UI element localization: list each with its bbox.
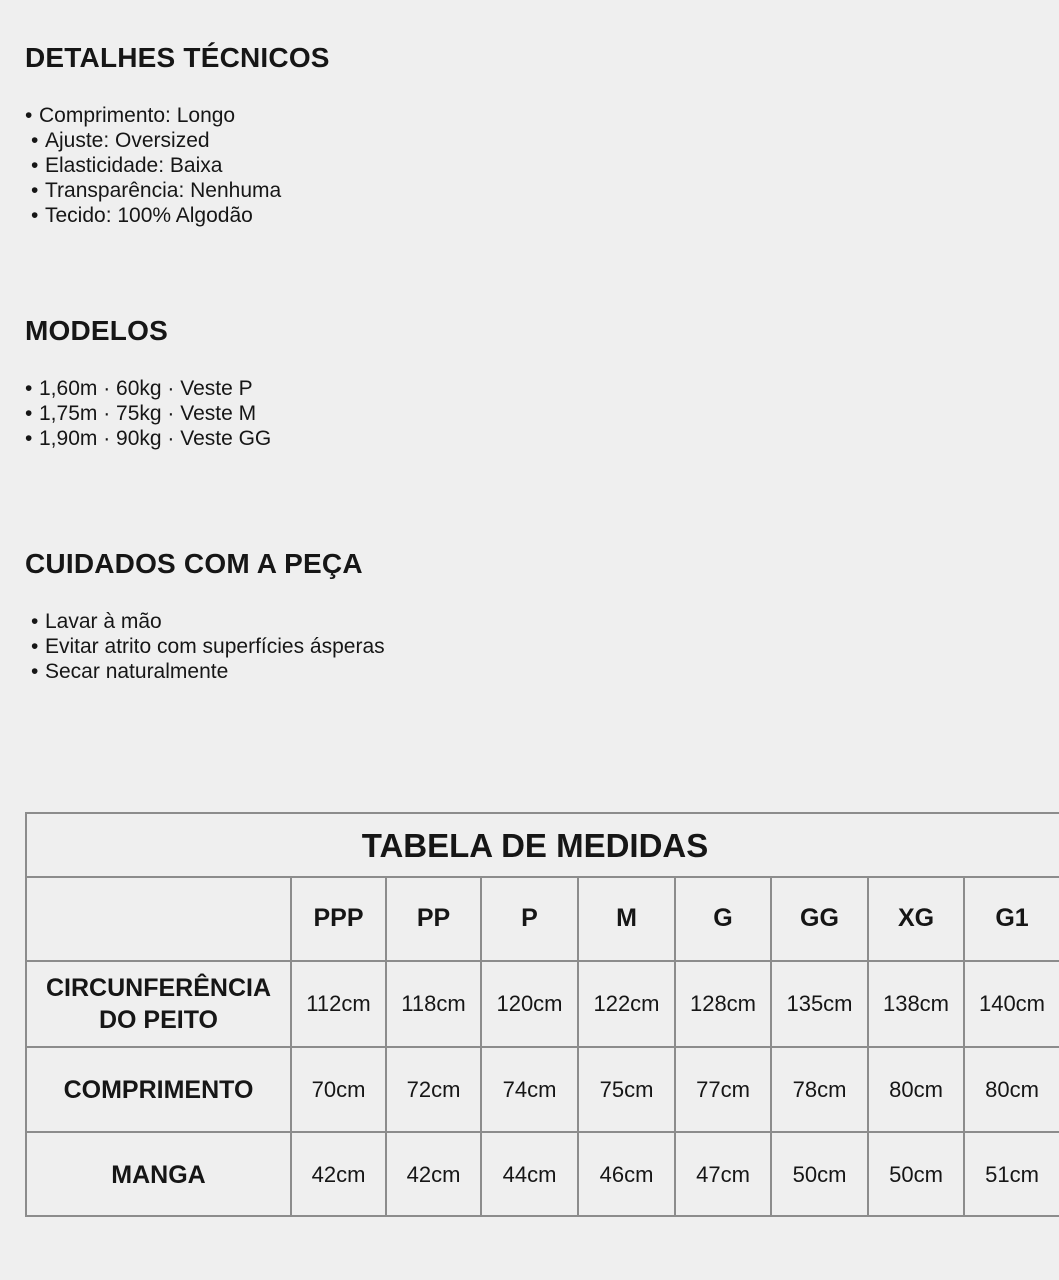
table-cell: 74cm <box>481 1047 578 1132</box>
list-item-text: Transparência: Nenhuma <box>45 179 282 202</box>
table-cell: 50cm <box>771 1132 868 1217</box>
table-cell: 128cm <box>675 961 771 1047</box>
size-chart <box>25 812 1059 1217</box>
size-chart-table <box>27 876 1059 1217</box>
technical-details-list <box>25 103 330 228</box>
bullet-icon: • <box>31 610 39 633</box>
care-list <box>31 609 385 684</box>
list-item <box>25 103 330 128</box>
bullet-icon: • <box>31 154 39 177</box>
table-cell: 80cm <box>964 1047 1059 1132</box>
size-header: GG <box>771 876 868 961</box>
list-item <box>31 634 385 659</box>
list-item <box>25 128 330 153</box>
table-row <box>27 1132 1059 1217</box>
table-cell: 78cm <box>771 1047 868 1132</box>
bullet-icon: • <box>31 129 39 152</box>
list-item-text: Lavar à mão <box>45 610 162 633</box>
table-cell: 140cm <box>964 961 1059 1047</box>
table-cell: 80cm <box>868 1047 964 1132</box>
size-header: PP <box>386 876 481 961</box>
size-header: M <box>578 876 675 961</box>
care-section <box>25 548 385 684</box>
list-item <box>25 401 271 426</box>
bullet-icon: • <box>25 427 33 450</box>
bullet-icon: • <box>25 402 33 425</box>
list-item-text: Evitar atrito com superfícies ásperas <box>45 635 385 658</box>
models-heading: MODELOS <box>25 315 168 346</box>
table-cell: 72cm <box>386 1047 481 1132</box>
bullet-icon: • <box>25 377 33 400</box>
table-cell: 50cm <box>868 1132 964 1217</box>
models-section <box>25 315 271 451</box>
bullet-icon: • <box>25 104 33 127</box>
list-item-text: 1,75m · 75kg · Veste M <box>39 402 257 425</box>
list-item-text: 1,90m · 90kg · Veste GG <box>39 427 272 450</box>
table-corner-cell <box>27 876 291 961</box>
table-header-row <box>27 876 1059 961</box>
list-item-text: Tecido: 100% Algodão <box>45 204 253 227</box>
table-cell: 42cm <box>386 1132 481 1217</box>
list-item <box>25 178 330 203</box>
row-label-chest <box>27 961 291 1047</box>
size-header: G1 <box>964 876 1059 961</box>
table-cell: 70cm <box>291 1047 386 1132</box>
list-item <box>25 153 330 178</box>
size-header: G <box>675 876 771 961</box>
size-header: XG <box>868 876 964 961</box>
row-label-line: CIRCUNFERÊNCIA <box>46 974 271 1002</box>
list-item <box>25 426 271 451</box>
row-label-line: DO PEITO <box>98 1006 218 1034</box>
bullet-icon: • <box>31 660 39 683</box>
table-cell: 122cm <box>578 961 675 1047</box>
table-row <box>27 961 1059 1047</box>
bullet-icon: • <box>31 179 39 202</box>
list-item-text: Ajuste: Oversized <box>45 129 210 152</box>
table-cell: 42cm <box>291 1132 386 1217</box>
list-item-text: Comprimento: Longo <box>39 104 236 127</box>
table-cell: 77cm <box>675 1047 771 1132</box>
table-cell: 46cm <box>578 1132 675 1217</box>
bullet-icon: • <box>31 204 39 227</box>
list-item <box>31 659 385 684</box>
table-cell: 51cm <box>964 1132 1059 1217</box>
size-header: PPP <box>291 876 386 961</box>
technical-details-heading: DETALHES TÉCNICOS <box>25 42 330 73</box>
list-item <box>25 203 330 228</box>
table-cell: 75cm <box>578 1047 675 1132</box>
list-item-text: Elasticidade: Baixa <box>45 154 223 177</box>
table-cell: 44cm <box>481 1132 578 1217</box>
size-header: P <box>481 876 578 961</box>
list-item-text: 1,60m · 60kg · Veste P <box>39 377 253 400</box>
list-item <box>31 609 385 634</box>
size-chart-title: TABELA DE MEDIDAS <box>27 814 1059 878</box>
table-row <box>27 1047 1059 1132</box>
table-cell: 112cm <box>291 961 386 1047</box>
row-label-length: COMPRIMENTO <box>27 1047 291 1132</box>
bullet-icon: • <box>31 635 39 658</box>
table-cell: 135cm <box>771 961 868 1047</box>
list-item-text: Secar naturalmente <box>45 660 229 683</box>
table-cell: 120cm <box>481 961 578 1047</box>
models-list <box>25 376 271 451</box>
list-item <box>25 376 271 401</box>
technical-details-section <box>25 42 330 228</box>
table-cell: 138cm <box>868 961 964 1047</box>
row-label-sleeve: MANGA <box>27 1132 291 1217</box>
care-heading: CUIDADOS COM A PEÇA <box>25 548 363 579</box>
table-cell: 47cm <box>675 1132 771 1217</box>
table-cell: 118cm <box>386 961 481 1047</box>
